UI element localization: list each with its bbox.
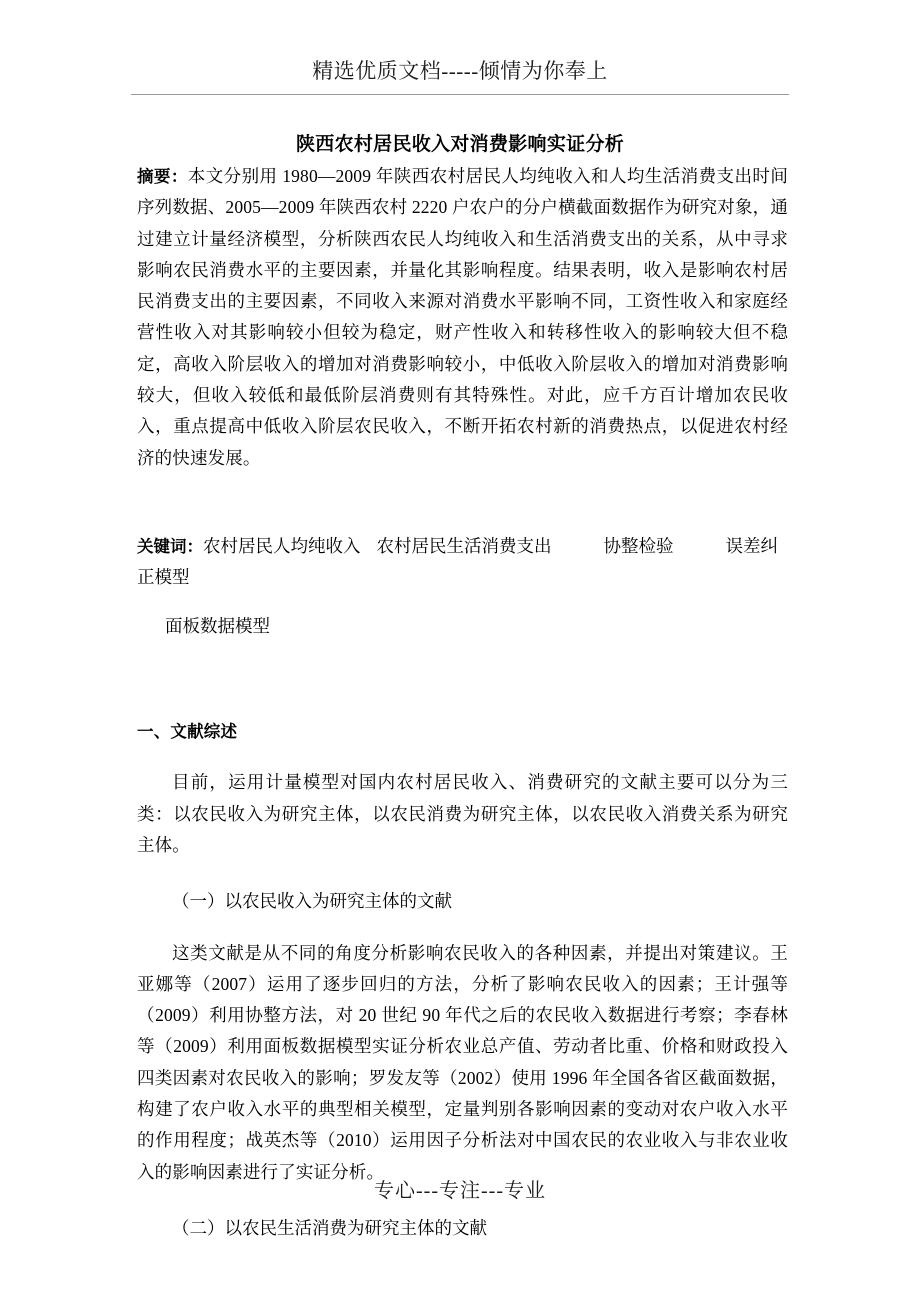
section-heading-1: 一、文献综述 [137,722,238,742]
subsection-1-body-paragraph: 这类文献是从不同的角度分析影响农民收入的各种因素，并提出对策建议。王亚娜等（2007）运用了逐步回归的方法，分析了影响农民收入的因素；王计强等（2009）利用协整方法，对 20 世纪 90 年代之后的农民收入数据进行考察；李春林等（2009）利用面板数据模型实证分析农业总产值、劳动者比重、价格和财政投入四类因素对农民收入的影响；罗发友等（2002）使用 1996 年全国各省区截面数据，构建了农户收入水平的典型相关模型，定量判别各影响因素的变动对农户收入水平的作用程度；战英杰等（2010）运用因子分析法对中国农民的农业收入与非农业收入的影响因素进行了实证分析。 [137,942,788,1182]
subsection-heading-2: （二）以农民生活消费为研究主体的文献 [172,1217,487,1238]
abstract-label: 摘要： [137,167,188,186]
abstract-text: 本文分别用 1980—2009 年陕西农村居民人均纯收入和人均生活消费支出时间序列数据、2005—2009 年陕西农村 2220 户农户的分户横截面数据作为研究对象，通过建立计量经济模型，分析陕西农民人均纯收入和生活消费支出的关系，从中寻求影响农民消费水平的主要因素，并量化其影响程度。结果表明，收入是影响农村居民消费支出的主要因素，不同收入来源对消费水平影响不同，工资性收入和家庭经营性收入对其影响较小但较为稳定，财产性收入和转移性收入的影响较大但不稳定，高收入阶层收入的增加对消费影响较小，中低收入阶层收入的增加对消费影响较大，但收入较低和最低阶层消费则有其特殊性。对此，应千方百计增加农民收入，重点提高中低收入阶层农民收入，不断开拓农村新的消费热点，以促进农村经济的快速发展。 [137,166,788,468]
page-footer-text: 专心---专注---专业 [374,1180,546,1202]
page-title: 陕西农村居民收入对消费影响实证分析 [295,132,625,155]
abstract-paragraph [137,161,788,474]
page-footer [130,1176,790,1206]
keyword-item-4: 误差纠正模型 [137,535,778,588]
keywords-line [137,531,788,594]
keywords-label: 关键词： [137,536,203,556]
section-1-intro-paragraph: 目前，运用计量模型对国内农村居民收入、消费研究的文献主要可以分为三类：以农民收入为研究主体，以农民消费为研究主体，以农民收入消费关系为研究主体。 [137,772,788,855]
page-header [130,56,790,86]
keywords-overflow-line: 面板数据模型 [165,616,270,637]
header-divider [131,94,789,95]
document-body [137,161,788,1262]
keyword-item-2: 农村居民生活消费支出 [376,535,552,556]
keyword-item-3: 协整检验 [603,535,674,556]
subsection-heading-1: （一）以农民收入为研究主体的文献 [172,891,452,912]
keyword-item-1: 农村居民人均纯收入 [203,535,361,556]
page-header-text: 精选优质文档-----倾情为你奉上 [312,59,608,83]
